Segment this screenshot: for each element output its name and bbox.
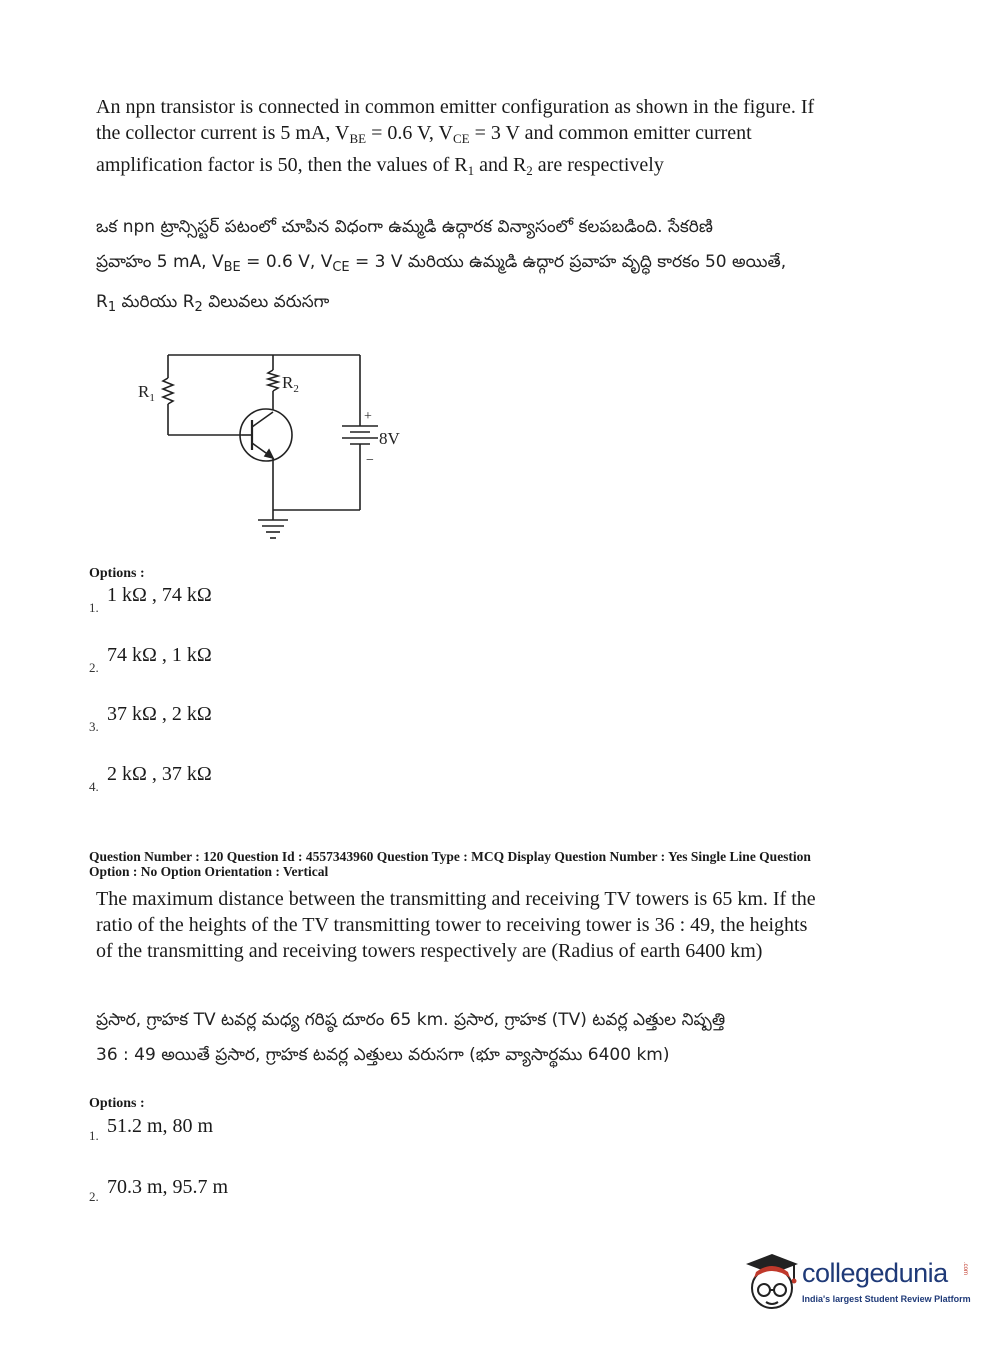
q2-te-line1: ప్రసార, గ్రాహక TV టవర్ల మధ్య గరిష్ఠ దూరం 65 km. ప్రసార, గ్రాహక (TV) టవర్ల ఎత్తుల నిష్పత్తి xyxy=(96,1010,726,1030)
option-value: 2 kΩ , 37 kΩ xyxy=(107,763,212,785)
q1-te-line3: $R_1$ మరియు $R_2$ విలువలు వరుసగా xyxy=(96,292,330,315)
option-number: 4. xyxy=(89,779,99,794)
q1-english-text xyxy=(96,94,862,184)
option-value: 1 kΩ , 74 kΩ xyxy=(107,584,212,606)
q2-meta xyxy=(89,849,889,879)
q1-te-line1: ఒక npn ట్రాన్సిస్టర్ పటంలో చూపిన విధంగా ఉమ్మడి ఉద్గారక విన్యాసంలో కలపబడింది. సేకరిణి xyxy=(96,217,713,237)
option-number: 2. xyxy=(89,660,99,675)
option-value: 51.2 m, 80 m xyxy=(107,1115,214,1137)
r2-label: $R_2$ xyxy=(282,373,299,395)
option-value: 37 kΩ , 2 kΩ xyxy=(107,703,212,725)
q1-en-line1: An npn transistor is connected in common emitter configuration as shown in the figure. If xyxy=(96,96,815,118)
q2-en-line3: of the transmitting and receiving towers respectively are (Radius of earth 6400 km) xyxy=(96,940,763,962)
option-number: 1. xyxy=(89,1128,99,1143)
option-number: 3. xyxy=(89,719,99,734)
q2-en-line2: ratio of the heights of the TV transmitting tower to receiving tower is 36 : 49, the heights xyxy=(96,914,808,936)
q1-en-line2: the collector current is 5 mA, $V_{BE} = 0.6$ V, $V_{CE} = 3$ V and common emitter current xyxy=(96,122,752,146)
battery-voltage-label: 8V xyxy=(379,429,400,448)
option-number: 1. xyxy=(89,600,99,615)
logo-title: collegedunia xyxy=(802,1258,948,1288)
q1-te-line2: ప్రవాహం 5 mA, $V_{BE} = 0.6$ V, $V_{CE} = 3$ V మరియు ఉమ్మడి ఉద్గార ప్రవాహ వృద్ధి కారకం 50 అయితే, xyxy=(96,252,787,275)
option-value: 74 kΩ , 1 kΩ xyxy=(107,644,212,666)
q2-meta-line2: Option : No Option Orientation : Vertical xyxy=(89,864,329,879)
q2-telugu-text xyxy=(96,1003,862,1073)
q1-telugu-text xyxy=(96,210,862,325)
battery-plus: + xyxy=(364,409,372,424)
option-value: 70.3 m, 95.7 m xyxy=(107,1176,229,1198)
mascot-icon xyxy=(742,1250,800,1312)
q2-te-line2: 36 : 49 అయితే ప్రసార, గ్రాహక టవర్ల ఎత్తులు వరుసగా (భూ వ్యాసార్థము 6400 km) xyxy=(96,1045,670,1065)
resistor-r1-icon xyxy=(163,378,173,404)
q2-english-text xyxy=(96,886,866,964)
resistor-r2-icon xyxy=(268,370,278,391)
battery-minus: − xyxy=(366,453,374,468)
q1-en-line3: amplification factor is 50, then the values of $R_1$ and $R_2$ are respectively xyxy=(96,154,664,178)
transistor-circuit-diagram xyxy=(120,340,420,550)
logo-tagline: India's largest Student Review Platform xyxy=(802,1294,971,1304)
q2-en-line1: The maximum distance between the transmitting and receiving TV towers is 65 km. If the xyxy=(96,888,816,910)
logo-com: .com xyxy=(962,1262,968,1276)
option-number: 2. xyxy=(89,1189,99,1204)
q2-meta-line1: Question Number : 120 Question Id : 4557343960 Question Type : MCQ Display Question Number : Yes Single Line Question xyxy=(89,849,811,864)
q1-options-heading: Options : xyxy=(89,566,145,581)
r1-label: $R_1$ xyxy=(138,382,155,404)
q2-options-heading: Options : xyxy=(89,1096,145,1111)
collegedunia-logo[interactable] xyxy=(742,1250,972,1320)
